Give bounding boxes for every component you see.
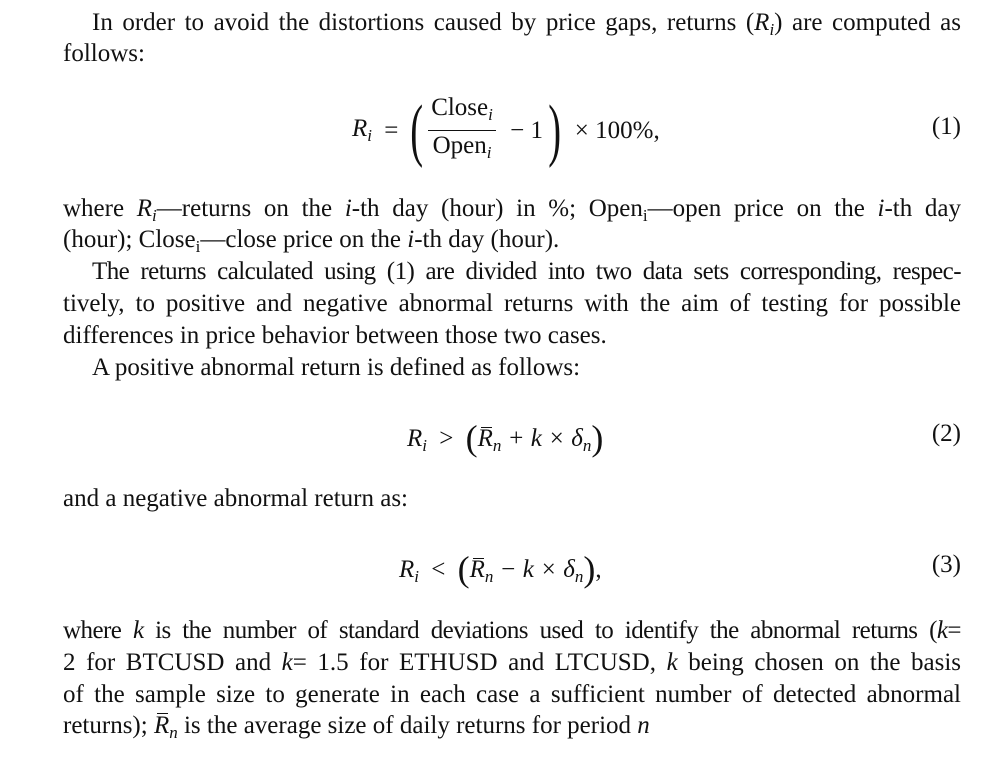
text-line: 2 for BTCUSD and k= 1.5 for ETHUSD and LTCUSD, k being chosen on the basis bbox=[63, 649, 962, 676]
text-line: and a negative abnormal return as: bbox=[63, 485, 408, 512]
text-line: A positive abnormal return is defined as follows: bbox=[92, 354, 581, 381]
equation-number: (2) bbox=[931, 420, 961, 447]
text-line: of the sample size to generate in each case a sufficient number of detected abnormal bbox=[63, 681, 961, 708]
text-line: (hour); Close$_i$—close price on the i-th day (hour). bbox=[63, 226, 560, 256]
text-line: returns); $R_n$ is the average size of daily returns for period n bbox=[63, 712, 650, 742]
equation-2: $R_i > (R_n + k \times \delta_n)$ bbox=[407, 418, 604, 458]
text-line: where k is the number of standard deviations used to identify the abnormal returns (k= bbox=[63, 617, 961, 644]
text-line: follows: bbox=[63, 40, 145, 67]
equation-number: (1) bbox=[931, 113, 961, 140]
equation-1: $R_i$ = ( $\frac{Close_i}{Open_i}$ − 1 ) × 100%, bbox=[352, 91, 660, 169]
equation-number: (3) bbox=[931, 551, 961, 578]
fraction: $\frac{Close_i}{Open_i}$ bbox=[428, 93, 496, 168]
text-line: where $R_i—returns$ on the i-th day (hour) in %; Open$_i$—open price on the i-th day bbox=[63, 195, 961, 225]
text-line: In order to avoid the distortions caused by price gaps, returns $(R_i)$ are computed as bbox=[92, 9, 961, 39]
equation-3: $R_i < (R_n - k \times \delta_n)$, bbox=[399, 549, 602, 589]
text-line: differences in price behavior between those two cases. bbox=[63, 322, 607, 349]
text-line: tively, to positive and negative abnormal returns with the aim of testing for possible bbox=[63, 290, 961, 317]
text-line: The returns calculated using (1) are divided into two data sets corresponding, respec- bbox=[92, 258, 961, 285]
